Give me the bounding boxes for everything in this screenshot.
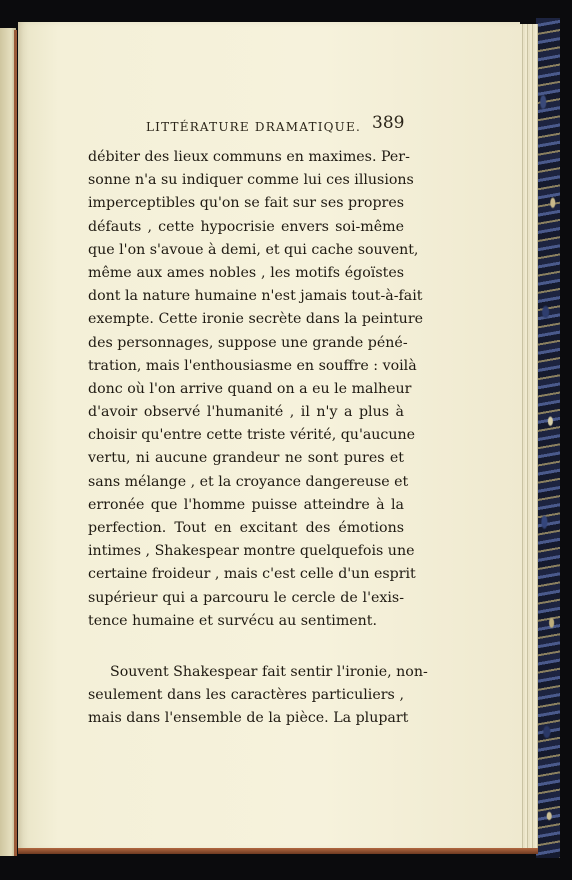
text-line: dont la nature humaine n'est jamais tout-à-fait xyxy=(88,288,423,305)
text-line: que l'on s'avoue à demi, et qui cache souvent, xyxy=(88,241,419,258)
text-line: choisir qu'entre cette triste vérité, qu'aucune xyxy=(88,427,416,444)
text-line: tence humaine et survécu au sentiment. xyxy=(88,612,378,629)
paragraph-1 xyxy=(88,146,423,633)
page-bottom-edge xyxy=(18,848,538,854)
text-line: intimes , Shakespear montre quelquefois une xyxy=(88,543,415,560)
text-line: sans mélange , et la croyance dangereuse et xyxy=(88,473,409,490)
text-line: mais dans l'ensemble de la pièce. La plupart xyxy=(88,710,409,727)
text-line: d'avoir observé l'humanité , il n'y a plus à xyxy=(88,404,404,421)
text-line: tration, mais l'enthousiasme en souffre : voilà xyxy=(88,357,417,374)
text-line: vertu, ni aucune grandeur ne sont pures et xyxy=(88,450,404,467)
text-line: même aux ames nobles , les motifs égoïstes xyxy=(88,264,404,281)
running-head: LITTÉRATURE DRAMATIQUE. xyxy=(146,120,361,134)
body-text xyxy=(88,146,428,731)
text-line: des personnages, suppose une grande péné- xyxy=(88,334,408,351)
text-line: perfection. Tout en excitant des émotions xyxy=(88,520,404,536)
text-line: exempte. Cette ironie secrète dans la peinture xyxy=(88,311,423,328)
text-line: certaine froideur , mais c'est celle d'un esprit xyxy=(88,566,416,583)
text-line: supérieur qui a parcouru le cercle de l'exis- xyxy=(88,589,404,606)
paragraph-2 xyxy=(88,661,428,731)
page-number: 389 xyxy=(372,113,405,133)
text-line: débiter des lieux communs en maximes. Per- xyxy=(88,149,410,165)
text-line: imperceptibles qu'on se fait sur ses propres xyxy=(88,195,404,212)
text-line: Souvent Shakespear fait sentir l'ironie, non- xyxy=(110,663,428,680)
paragraph-gap xyxy=(88,633,404,661)
marbled-endpaper xyxy=(536,18,560,858)
text-line: erronée que l'homme puisse atteindre à la xyxy=(88,496,404,513)
left-page-edge-stain xyxy=(14,30,17,856)
text-line: défauts , cette hypocrisie envers soi-même xyxy=(88,218,404,235)
text-line: sonne n'a su indiquer comme lui ces illusions xyxy=(88,172,414,189)
text-line: seulement dans les caractères particuliers , xyxy=(88,687,404,704)
text-line: donc où l'on arrive quand on a eu le malheur xyxy=(88,380,412,397)
